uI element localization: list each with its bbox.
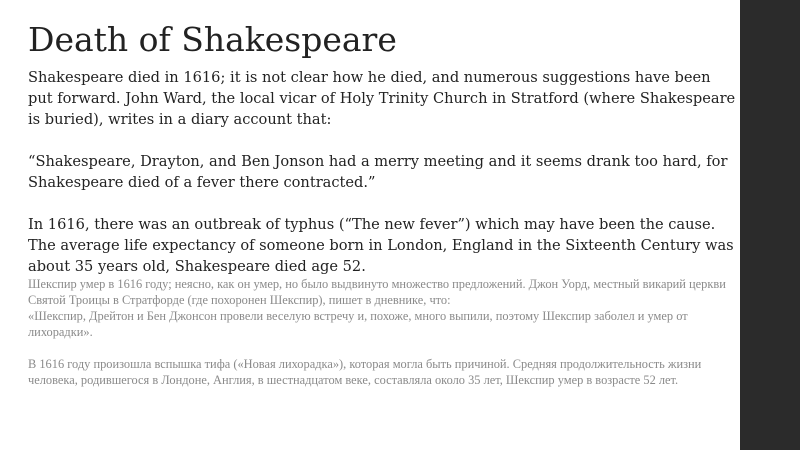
right-decorative-bar [740,0,800,450]
russian-intro-paragraph: Шекспир умер в 1616 году; неясно, как он умер, но было выдвинуто множество предложений. Джон Уорд, местный викарий церкви Святой Троицы в Стратфорде (где похоронен Шекспир), пишет в дневнике, что: [28,277,726,307]
english-text-block [28,67,738,277]
russian-quote-paragraph: «Шекспир, Дрейтон и Бен Джонсон провели веселую встречу и, похоже, много выпили, поэтому Шекспир заболел и умер от лихорадки». [28,309,688,339]
english-conclusion-paragraph: In 1616, there was an outbreak of typhus (“The new fever”) which may have been the cause. The average life expectancy of someone born in London, England in the Sixteenth Century was about 35 years old, Shakespeare died age 52. [28,216,734,275]
russian-translation-block [28,276,733,388]
russian-conclusion-paragraph: В 1616 году произошла вспышка тифа («Новая лихорадка»), которая могла быть причиной. Средняя продолжительность жизни человека, родившегося в Лондоне, Англия, в шестнадцатом веке, составляла около 35 лет, Шекспир умер в возрасте 52 лет. [28,357,702,387]
slide-title: Death of Shakespeare [28,20,397,59]
english-quote-paragraph: “Shakespeare, Drayton, and Ben Jonson had a merry meeting and it seems drank too hard, for Shakespeare died of a fever there contracted.” [28,153,728,191]
english-intro-paragraph: Shakespeare died in 1616; it is not clear how he died, and numerous suggestions have been put forward. John Ward, the local vicar of Holy Trinity Church in Stratford (where Shakespeare is buried), writes in a diary account that: [28,69,736,128]
